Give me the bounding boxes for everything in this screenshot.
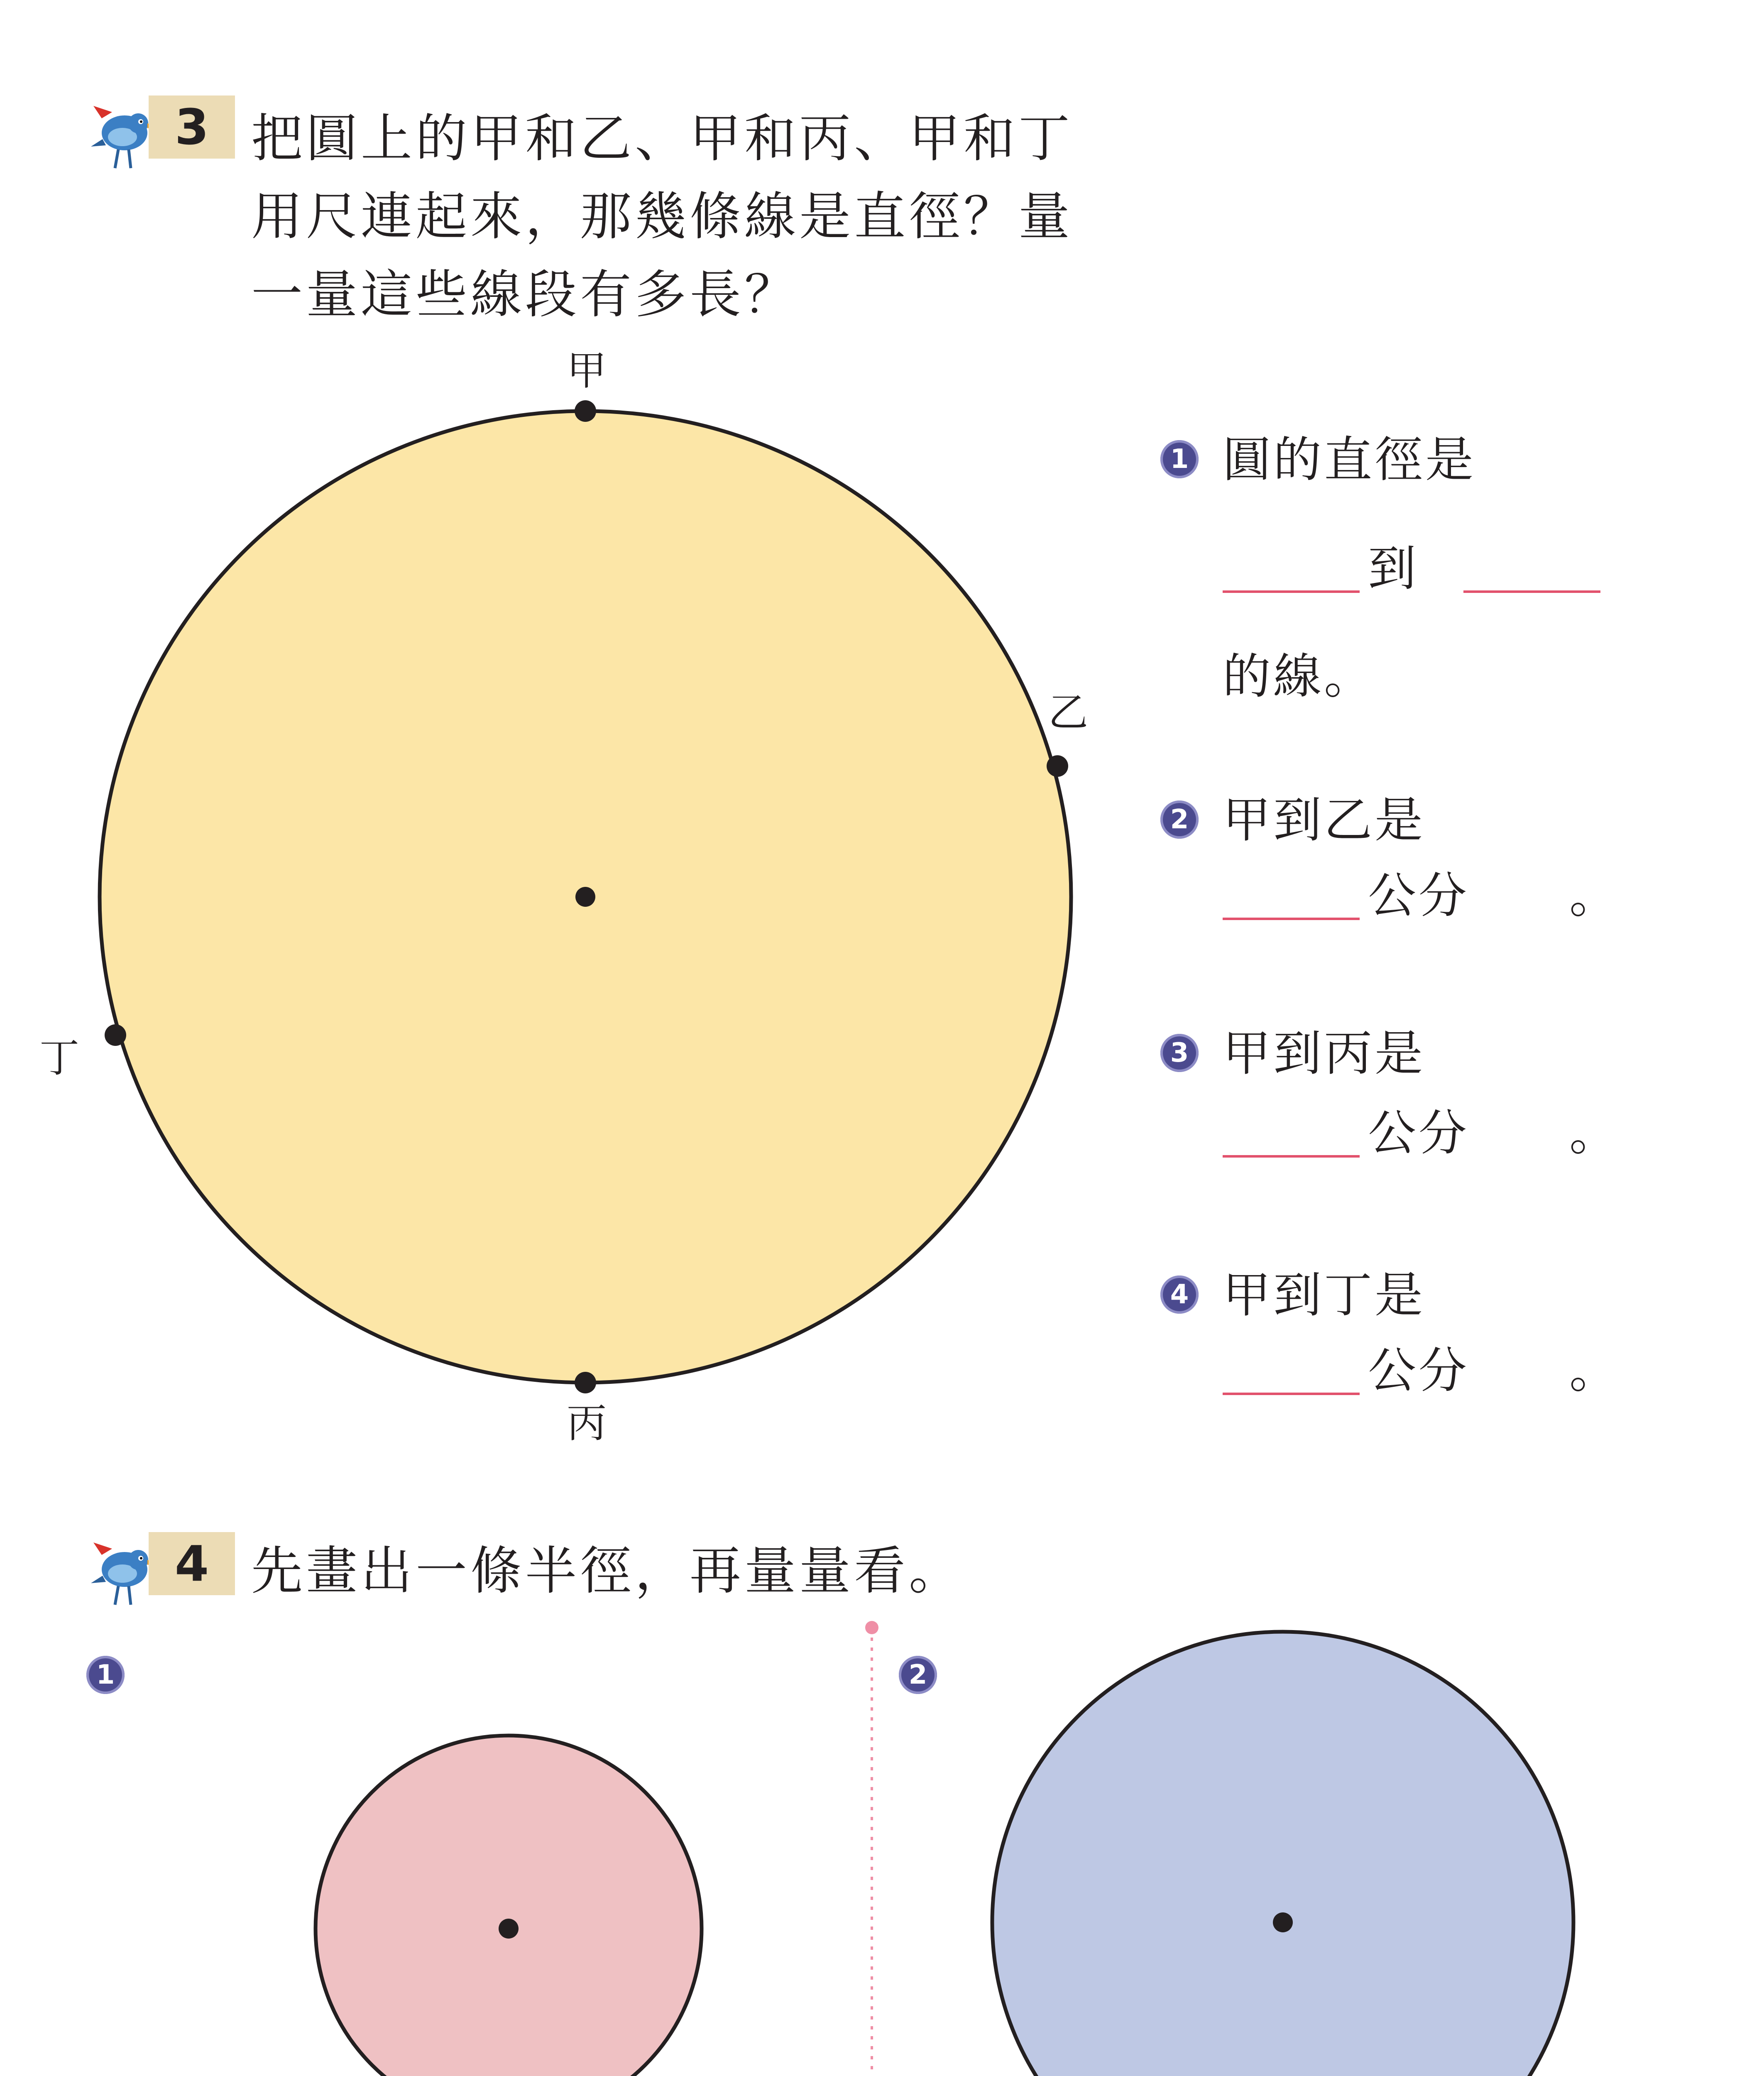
problem-3-question-line-1: 把圓上的甲和乙、甲和丙、甲和丁 [251, 109, 1074, 169]
item-3-text: 甲到丙是 [1223, 1026, 1425, 1082]
big-circle-figure [87, 399, 1084, 1395]
small-circle-figure [309, 1729, 708, 2076]
item-4-end: 。 [1569, 1343, 1620, 1399]
problem-3-question-line-2: 用尺連起來，那幾條線是直徑？量 [251, 187, 1074, 247]
bullet-3: 3 [1160, 1034, 1199, 1072]
point-ding[interactable] [105, 1024, 126, 1046]
item-2-text: 甲到乙是 [1223, 792, 1425, 848]
item-1-blank-a[interactable] [1223, 590, 1360, 593]
small-circle-center [499, 1919, 519, 1939]
large-blue-circle[interactable] [992, 1632, 1573, 2076]
item-2-end: 。 [1569, 868, 1620, 924]
bullet-circle-2: 2 [899, 1656, 937, 1694]
item-1-line-3: 的線。 [1223, 649, 1375, 705]
column-divider [864, 1619, 880, 2076]
problem-4-question: 先畫出一條半徑，再量量看。 [251, 1541, 964, 1601]
label-yi: 乙 [1048, 689, 1088, 736]
item-1-blank-b[interactable] [1463, 590, 1600, 593]
item-1-mid: 到 [1368, 541, 1419, 597]
item-4-unit: 公分 [1368, 1343, 1469, 1399]
problem-number: 3 [174, 98, 209, 156]
problem-4-badge [149, 1532, 235, 1595]
label-bing: 丙 [567, 1400, 607, 1447]
item-3-unit: 公分 [1368, 1105, 1469, 1161]
big-circle-center [575, 887, 595, 907]
problem-number: 4 [174, 1535, 209, 1592]
bullet-2: 2 [1160, 801, 1199, 839]
small-circle[interactable] [316, 1736, 702, 2076]
item-4-blank[interactable] [1223, 1393, 1360, 1395]
item-2-blank[interactable] [1223, 918, 1360, 920]
point-yi[interactable] [1047, 755, 1068, 777]
bullet-circle-1: 1 [86, 1656, 125, 1694]
bullet-4: 4 [1160, 1275, 1199, 1314]
item-3-blank[interactable] [1223, 1155, 1360, 1158]
point-bing[interactable] [575, 1372, 596, 1393]
label-ding: 丁 [39, 1035, 79, 1081]
bullet-1: 1 [1160, 440, 1199, 478]
point-jia[interactable] [575, 400, 596, 422]
problem-3-badge [149, 95, 235, 159]
problem-3-question-line-3: 一量這些線段有多長？ [251, 265, 800, 325]
label-jia: 甲 [567, 348, 607, 394]
item-1-line-1: 圓的直徑是 [1223, 432, 1476, 488]
item-3-end: 。 [1569, 1105, 1620, 1161]
item-4-text: 甲到丁是 [1223, 1267, 1425, 1323]
item-2-unit: 公分 [1368, 868, 1469, 924]
large-blue-circle-center [1273, 1912, 1293, 1932]
large-blue-circle-figure [988, 1628, 1578, 2076]
